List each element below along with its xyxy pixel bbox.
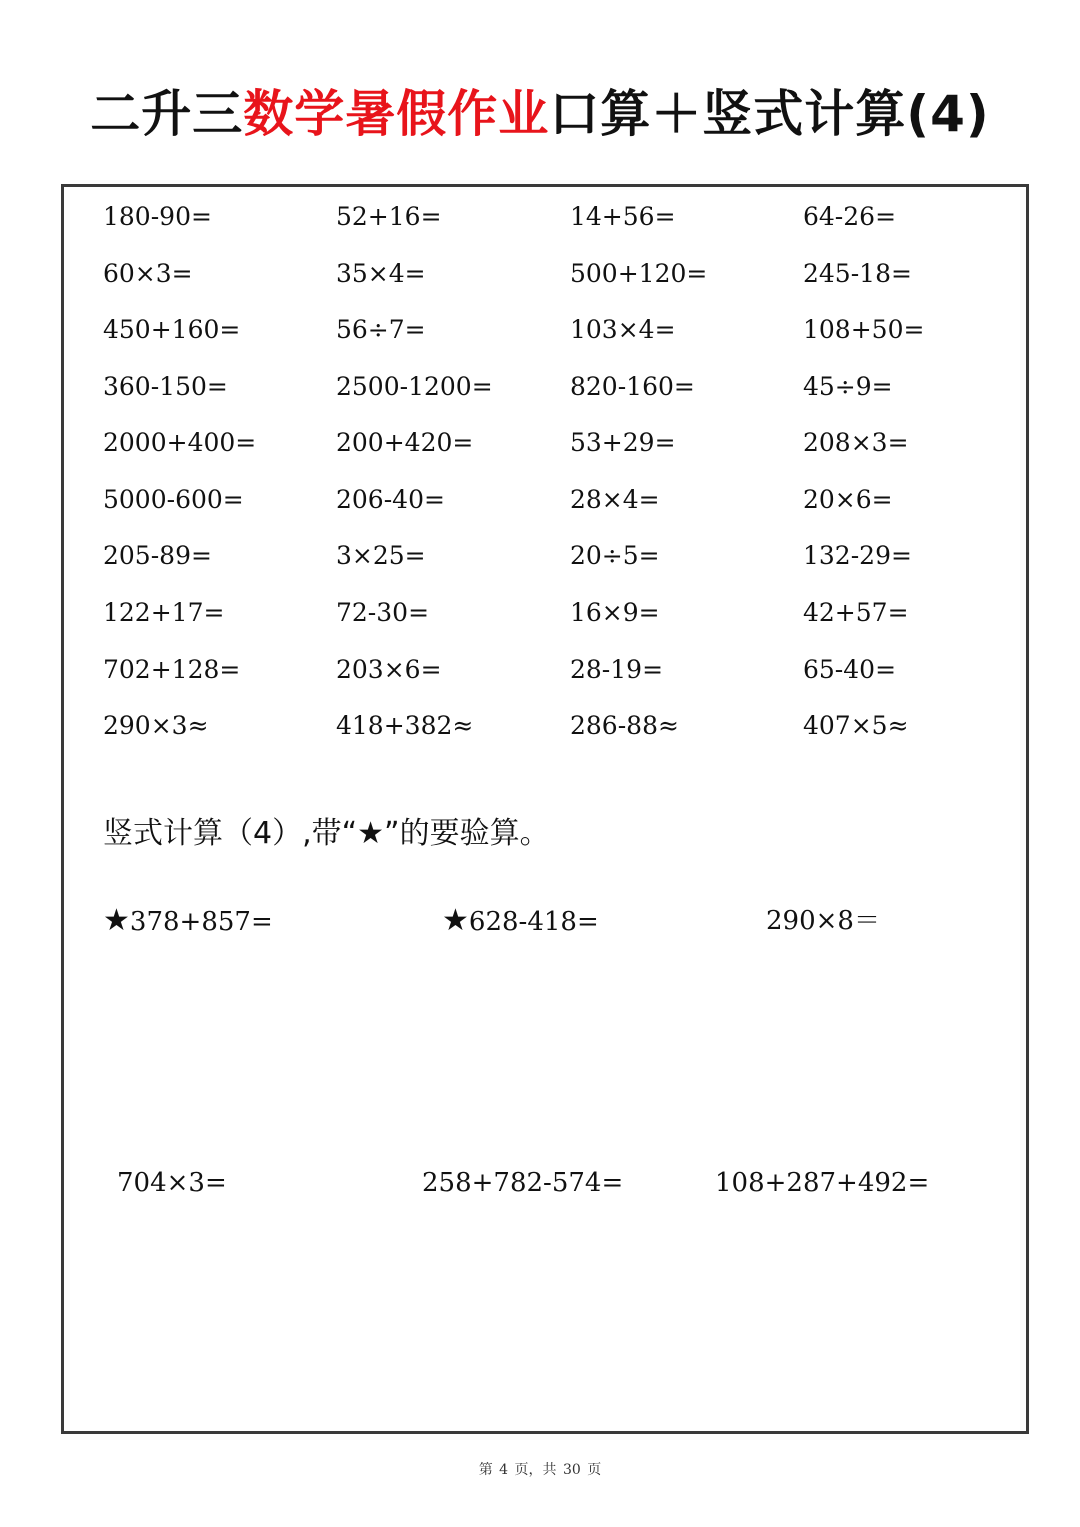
vertical-problem (715, 1163, 929, 1203)
oral-row (103, 536, 1033, 576)
oral-problem: 14+56= (570, 202, 676, 231)
page-footer (0, 1458, 1080, 1482)
oral-problem: 20×6= (803, 485, 893, 514)
oral-problem: 65-40= (803, 655, 897, 684)
oral-row (103, 310, 1033, 350)
oral-problem: 702+128= (103, 655, 241, 684)
footer-prefix: 第 (478, 1462, 493, 1478)
oral-problem: 103×4= (570, 315, 676, 344)
oral-problem: 42+57= (803, 598, 909, 627)
oral-problem: 200+420= (336, 428, 474, 457)
oral-problem: 407×5≈ (803, 711, 909, 740)
footer-middle: 页，共 (514, 1462, 557, 1478)
oral-row (103, 480, 1033, 520)
vertical-expression: 704×3= (117, 1168, 227, 1198)
vertical-problem (117, 1163, 227, 1203)
vertical-expression: 290×8＝ (766, 906, 880, 936)
vertical-expression: 378+857= (129, 907, 273, 937)
oral-problem: 360-150= (103, 372, 228, 401)
vertical-expression: 258+782-574= (422, 1168, 624, 1198)
vertical-problem (422, 1163, 623, 1203)
oral-problem: 290×3≈ (103, 711, 209, 740)
oral-problem: 180-90= (103, 202, 212, 231)
star-icon: ★ (103, 903, 130, 938)
oral-problem: 205-89= (103, 541, 212, 570)
oral-problem: 60×3= (103, 259, 193, 288)
oral-problem: 53+29= (570, 428, 676, 457)
oral-problem: 28×4= (570, 485, 660, 514)
oral-problem: 108+50= (803, 315, 925, 344)
oral-problem: 286-88≈ (570, 711, 679, 740)
title-part-1: 二升三 (90, 85, 244, 143)
oral-problem: 16×9= (570, 598, 660, 627)
oral-problem: 418+382≈ (336, 711, 474, 740)
oral-problem: 132-29= (803, 541, 912, 570)
oral-problem: 450+160= (103, 315, 241, 344)
oral-problem: 206-40= (336, 485, 445, 514)
vertical-problem (103, 901, 273, 942)
oral-row (103, 423, 1033, 463)
oral-row (103, 367, 1033, 407)
footer-current-page: 4 (499, 1462, 509, 1478)
oral-problem: 122+17= (103, 598, 225, 627)
vertical-problem (442, 901, 599, 942)
oral-problem: 52+16= (336, 202, 442, 231)
oral-row (103, 197, 1033, 237)
oral-problem: 45÷9= (803, 372, 893, 401)
oral-problem: 28-19= (570, 655, 664, 684)
title-part-3: 口算＋竖式计算(4) (549, 85, 990, 143)
oral-row (103, 254, 1033, 294)
oral-problem: 208×3= (803, 428, 909, 457)
oral-problem: 5000-600= (103, 485, 244, 514)
oral-row (103, 650, 1033, 690)
oral-problem: 72-30= (336, 598, 430, 627)
oral-problem: 64-26= (803, 202, 897, 231)
oral-problem: 3×25= (336, 541, 426, 570)
oral-problem: 500+120= (570, 259, 708, 288)
oral-problem: 245-18= (803, 259, 912, 288)
oral-problem: 820-160= (570, 372, 695, 401)
oral-problem: 35×4= (336, 259, 426, 288)
star-icon: ★ (442, 903, 469, 938)
footer-total-pages: 30 (563, 1462, 581, 1478)
vertical-expression: 628-418= (468, 907, 599, 937)
oral-problem: 2500-1200= (336, 372, 493, 401)
oral-problem: 20÷5= (570, 541, 660, 570)
oral-row (103, 706, 1033, 746)
vertical-problem (766, 901, 880, 941)
oral-problem: 203×6= (336, 655, 442, 684)
oral-problem: 2000+400= (103, 428, 257, 457)
footer-suffix: 页 (587, 1462, 602, 1478)
vertical-section-heading: 竖式计算（4）,带“★”的要验算。 (103, 816, 550, 851)
vertical-expression: 108+287+492= (715, 1168, 930, 1198)
oral-row (103, 593, 1033, 633)
oral-problem: 56÷7= (336, 315, 426, 344)
title-part-2-highlight: 数学暑假作业 (243, 85, 550, 143)
page-title (0, 84, 1080, 144)
